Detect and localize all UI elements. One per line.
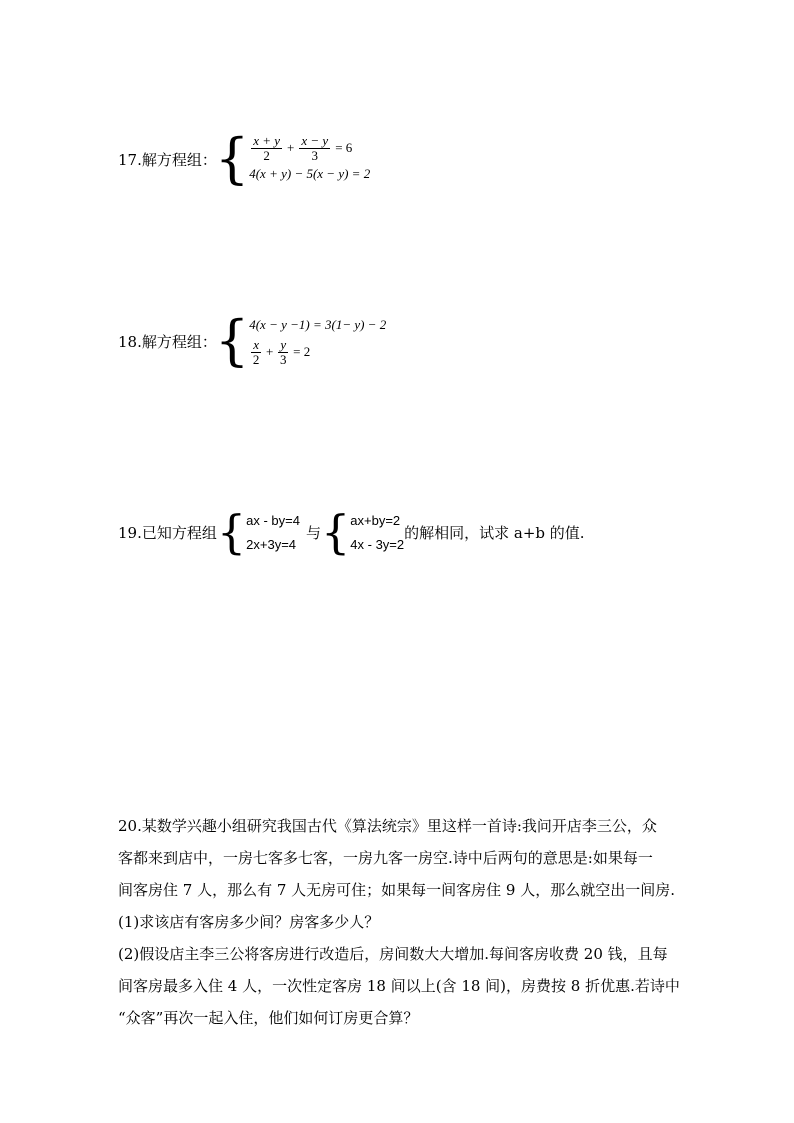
question-17-label: 17.解方程组： bbox=[118, 150, 217, 169]
equation-17-2: 4(x + y) − 5(x − y) = 2 bbox=[249, 166, 371, 181]
left-brace-icon: { bbox=[216, 505, 247, 559]
question-18 bbox=[118, 309, 387, 372]
question-20-line: 20.某数学兴趣小组研究我国古代《算法统宗》里这样一首诗:我问开店李三公，众 bbox=[118, 817, 657, 835]
question-20-line: 间客房最多入住 4 人，一次性定客房 18 间以上(含 18 间)，房费按 8 折优惠.若诗中 bbox=[118, 977, 680, 995]
equation-17-1 bbox=[249, 133, 370, 163]
fraction-denominator: 2 bbox=[263, 147, 270, 163]
question-20 bbox=[118, 810, 708, 1034]
operator: + bbox=[287, 140, 295, 155]
equation-system-19a bbox=[246, 508, 300, 556]
question-19-prefix: 19.已知方程组 bbox=[118, 523, 217, 542]
equation-rhs: = 2 bbox=[293, 344, 311, 359]
equation-18-2 bbox=[249, 336, 386, 368]
fraction-denominator: 3 bbox=[311, 147, 319, 163]
equation-system-18 bbox=[249, 314, 386, 368]
left-brace-icon: { bbox=[214, 309, 250, 372]
equation-system-17 bbox=[249, 133, 370, 185]
fraction-denominator: 3 bbox=[279, 351, 287, 367]
equation-system-19b bbox=[350, 508, 404, 556]
operator: + bbox=[266, 344, 274, 359]
fraction-numerator: y bbox=[280, 336, 287, 352]
question-20-line: “众客”再次一起入住，他们如何订房更合算？ bbox=[118, 1009, 419, 1027]
equation-19a-2: 2x+3y=4 bbox=[246, 536, 297, 552]
question-20-line: 客都来到店中，一房七客多七客，一房九客一房空.诗中后两句的意思是:如果每一 bbox=[118, 849, 653, 867]
question-17 bbox=[118, 127, 371, 190]
equation-19a-1: ax - by=4 bbox=[246, 512, 300, 528]
fraction-numerator: x − y bbox=[301, 132, 329, 148]
fraction-numerator: x + y bbox=[253, 132, 281, 148]
equation-rhs: = 6 bbox=[335, 140, 353, 155]
question-18-label: 18.解方程组： bbox=[118, 332, 217, 351]
equation-19b-2: 4x - 3y=2 bbox=[350, 536, 405, 552]
equation-18-1: 4(x − y −1) = 3(1− y) − 2 bbox=[249, 317, 387, 332]
equation-19b-1: ax+by=2 bbox=[350, 512, 401, 528]
question-19 bbox=[118, 505, 585, 559]
fraction-denominator: 2 bbox=[252, 351, 260, 367]
question-20-part-2: (2)假设店主李三公将客房进行改造后，房间数大大增加.每间客房收费 20 钱，且每 bbox=[118, 945, 668, 963]
left-brace-icon: { bbox=[321, 505, 351, 559]
connector-text: 与 bbox=[305, 523, 321, 542]
fraction-numerator: x bbox=[253, 336, 259, 352]
left-brace-icon: { bbox=[214, 127, 250, 190]
question-19-suffix: 的解相同，试求 a+b 的值. bbox=[404, 523, 585, 542]
question-20-part-1: (1)求该店有客房多少间？房客多少人？ bbox=[118, 913, 380, 931]
question-20-line: 间客房住 7 人，那么有 7 人无房可住；如果每一间客房住 9 人，那么就空出一间房. bbox=[118, 881, 676, 899]
